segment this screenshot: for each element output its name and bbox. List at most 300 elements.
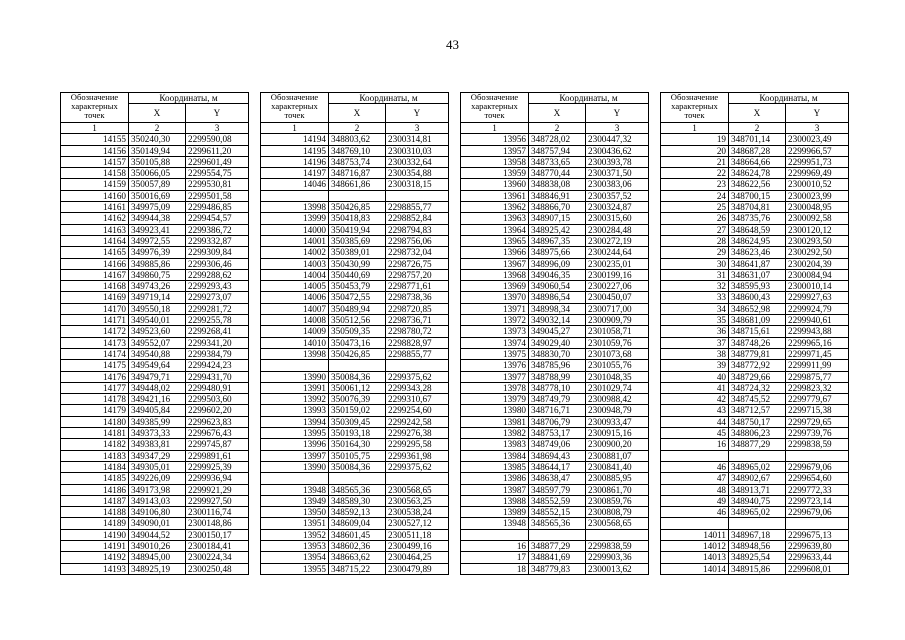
table-row xyxy=(461,213,649,224)
point-id-cell: 14005 xyxy=(261,281,329,292)
y-coordinate-cell: 2299966,57 xyxy=(786,145,849,156)
table-row xyxy=(661,303,849,314)
y-coordinate-cell: 2300464,25 xyxy=(386,552,449,563)
table-row xyxy=(61,292,249,303)
y-coordinate-cell: 2300184,41 xyxy=(186,540,249,551)
x-coordinate-cell: 350061,12 xyxy=(329,382,386,393)
y-coordinate-cell: 2299293,43 xyxy=(186,281,249,292)
x-coordinate-cell: 349143,03 xyxy=(129,495,186,506)
table-row xyxy=(461,315,649,326)
y-coordinate-cell: 2299288,62 xyxy=(186,269,249,280)
table-row xyxy=(461,405,649,416)
y-coordinate-cell: 2300511,18 xyxy=(386,529,449,540)
table-row xyxy=(661,428,849,439)
point-id-cell: 14000 xyxy=(261,224,329,235)
point-id-cell: 14173 xyxy=(61,337,129,348)
table-row xyxy=(261,450,449,461)
table-row xyxy=(661,563,849,574)
header-row xyxy=(261,93,449,104)
y-coordinate-cell: 2299965,16 xyxy=(786,337,849,348)
y-coordinate-cell: 2300224,34 xyxy=(186,552,249,563)
y-coordinate-cell: 2298732,04 xyxy=(386,247,449,258)
table-row xyxy=(661,405,849,416)
table-row xyxy=(461,303,649,314)
x-coordinate-cell: 348712,57 xyxy=(729,405,786,416)
table-row xyxy=(61,145,249,156)
x-coordinate-cell: 349060,54 xyxy=(529,281,586,292)
page-number: 43 xyxy=(446,37,459,52)
header-x: X xyxy=(129,104,186,123)
table-row xyxy=(61,269,249,280)
y-coordinate-cell: 2299486,85 xyxy=(186,202,249,213)
x-coordinate-cell: 349743,26 xyxy=(129,281,186,292)
table-row xyxy=(661,540,849,551)
point-id-cell: 13958 xyxy=(461,156,529,167)
point-id-cell xyxy=(661,450,729,461)
table-row xyxy=(661,360,849,371)
point-id-cell: 14175 xyxy=(61,360,129,371)
table-row xyxy=(61,168,249,179)
point-id-cell: 14012 xyxy=(661,540,729,551)
table-row xyxy=(461,269,649,280)
y-coordinate-cell: 2299921,29 xyxy=(186,484,249,495)
table-row xyxy=(461,563,649,574)
x-coordinate-cell: 350159,02 xyxy=(329,405,386,416)
y-coordinate-cell: 2299729,65 xyxy=(786,416,849,427)
y-coordinate-cell: 2300881,07 xyxy=(586,450,649,461)
y-coordinate-cell: 2299601,49 xyxy=(186,156,249,167)
table-row xyxy=(261,428,449,439)
y-coordinate-cell: 2299268,41 xyxy=(186,326,249,337)
y-coordinate-cell: 2300717,00 xyxy=(586,303,649,314)
table-row xyxy=(261,371,449,382)
table-row xyxy=(661,439,849,450)
y-coordinate-cell: 2300204,39 xyxy=(786,258,849,269)
y-coordinate-cell: 2299281,72 xyxy=(186,303,249,314)
y-coordinate-cell xyxy=(586,529,649,540)
y-coordinate-cell: 2299911,99 xyxy=(786,360,849,371)
table-row xyxy=(261,439,449,450)
x-coordinate-cell: 349385,99 xyxy=(129,416,186,427)
point-id-cell: 41 xyxy=(661,382,729,393)
y-coordinate-cell: 2299739,76 xyxy=(786,428,849,439)
x-coordinate-cell: 349032,14 xyxy=(529,315,586,326)
y-coordinate-cell: 2300948,79 xyxy=(586,405,649,416)
x-coordinate-cell: 348866,70 xyxy=(529,202,586,213)
x-coordinate-cell: 348595,93 xyxy=(729,281,786,292)
x-coordinate-cell: 348704,81 xyxy=(729,202,786,213)
header-row xyxy=(661,93,849,104)
y-coordinate-cell: 2300357,52 xyxy=(586,190,649,201)
y-coordinate-cell: 2300915,16 xyxy=(586,428,649,439)
x-coordinate-cell: 349044,52 xyxy=(129,529,186,540)
y-coordinate-cell: 2299679,06 xyxy=(786,507,849,518)
table-row xyxy=(461,540,649,551)
header-y: Y xyxy=(186,104,249,123)
header-coordinates: Координаты, м xyxy=(529,93,649,104)
x-coordinate-cell: 349383,81 xyxy=(129,439,186,450)
column-number-row xyxy=(461,123,649,134)
x-coordinate-cell: 349347,29 xyxy=(129,450,186,461)
point-id-cell: 13953 xyxy=(261,540,329,551)
y-coordinate-cell: 2300084,94 xyxy=(786,269,849,280)
point-id-cell: 14158 xyxy=(61,168,129,179)
y-coordinate-cell: 2299639,80 xyxy=(786,540,849,551)
point-id-cell: 14160 xyxy=(61,190,129,201)
x-coordinate-cell xyxy=(329,473,386,484)
point-id-cell: 14195 xyxy=(261,145,329,156)
table-row xyxy=(661,224,849,235)
y-coordinate-cell: 2299611,20 xyxy=(186,145,249,156)
table-row xyxy=(61,552,249,563)
x-coordinate-cell: 349885,86 xyxy=(129,258,186,269)
point-id-cell: 13948 xyxy=(261,484,329,495)
table-row xyxy=(661,326,849,337)
table-row xyxy=(61,134,249,145)
x-coordinate-cell: 350512,56 xyxy=(329,315,386,326)
table-row xyxy=(461,247,649,258)
y-coordinate-cell: 2299375,62 xyxy=(386,461,449,472)
header-coordinates: Координаты, м xyxy=(129,93,249,104)
y-coordinate-cell: 2300314,81 xyxy=(386,134,449,145)
point-id-cell: 13977 xyxy=(461,371,529,382)
point-id-cell: 13965 xyxy=(461,235,529,246)
column-number: 1 xyxy=(261,123,329,134)
table-row xyxy=(661,315,849,326)
y-coordinate-cell: 2299971,45 xyxy=(786,348,849,359)
table-row xyxy=(661,371,849,382)
x-coordinate-cell: 350426,85 xyxy=(329,202,386,213)
table-row xyxy=(261,235,449,246)
point-id-cell: 39 xyxy=(661,360,729,371)
point-id-cell: 26 xyxy=(661,213,729,224)
x-coordinate-cell: 348778,10 xyxy=(529,382,586,393)
x-coordinate-cell: 348779,81 xyxy=(729,348,786,359)
point-id-cell: 13955 xyxy=(261,563,329,574)
table-row xyxy=(261,382,449,393)
y-coordinate-cell: 2300861,70 xyxy=(586,484,649,495)
x-coordinate-cell: 348913,71 xyxy=(729,484,786,495)
table-row xyxy=(661,247,849,258)
x-coordinate-cell: 348750,17 xyxy=(729,416,786,427)
table-row xyxy=(461,179,649,190)
x-coordinate-cell: 348600,43 xyxy=(729,292,786,303)
y-coordinate-cell: 2300293,50 xyxy=(786,235,849,246)
table-row xyxy=(61,439,249,450)
x-coordinate-cell: 350430,99 xyxy=(329,258,386,269)
x-coordinate-cell: 348806,23 xyxy=(729,428,786,439)
x-coordinate-cell: 349975,09 xyxy=(129,202,186,213)
x-coordinate-cell: 348681,09 xyxy=(729,315,786,326)
point-id-cell: 14155 xyxy=(61,134,129,145)
y-coordinate-cell: 2299723,14 xyxy=(786,495,849,506)
x-coordinate-cell: 349373,33 xyxy=(129,428,186,439)
point-id-cell: 14176 xyxy=(61,371,129,382)
x-coordinate-cell: 350016,69 xyxy=(129,190,186,201)
table-row xyxy=(61,156,249,167)
point-id-cell xyxy=(661,518,729,529)
table-row xyxy=(61,507,249,518)
y-coordinate-cell: 2300808,79 xyxy=(586,507,649,518)
table-row xyxy=(261,416,449,427)
x-coordinate-cell: 348701,14 xyxy=(729,134,786,145)
y-coordinate-cell: 2300499,16 xyxy=(386,540,449,551)
y-coordinate-cell: 2300479,89 xyxy=(386,563,449,574)
x-coordinate-cell: 348716,87 xyxy=(329,168,386,179)
y-coordinate-cell: 2299503,60 xyxy=(186,394,249,405)
table-row xyxy=(261,269,449,280)
point-id-cell: 14191 xyxy=(61,540,129,551)
point-id-cell: 13966 xyxy=(461,247,529,258)
x-coordinate-cell: 348902,67 xyxy=(729,473,786,484)
x-coordinate-cell: 349540,88 xyxy=(129,348,186,359)
y-coordinate-cell xyxy=(786,450,849,461)
table-row xyxy=(661,337,849,348)
point-id-cell xyxy=(261,473,329,484)
y-coordinate-cell: 2299361,98 xyxy=(386,450,449,461)
table-row xyxy=(461,394,649,405)
header-x: X xyxy=(529,104,586,123)
point-id-cell: 20 xyxy=(661,145,729,156)
y-coordinate-cell: 2299375,62 xyxy=(386,371,449,382)
point-id-cell: 13952 xyxy=(261,529,329,540)
table-row xyxy=(261,540,449,551)
table-row xyxy=(61,518,249,529)
point-id-cell: 43 xyxy=(661,405,729,416)
point-id-cell: 13970 xyxy=(461,292,529,303)
y-coordinate-cell: 2299424,23 xyxy=(186,360,249,371)
point-id-cell: 13950 xyxy=(261,507,329,518)
x-coordinate-cell: 349226,09 xyxy=(129,473,186,484)
x-coordinate-cell: 348624,78 xyxy=(729,168,786,179)
x-coordinate-cell: 348735,76 xyxy=(729,213,786,224)
x-coordinate-cell: 348925,54 xyxy=(729,552,786,563)
y-coordinate-cell: 2299823,32 xyxy=(786,382,849,393)
x-coordinate-cell: 350489,94 xyxy=(329,303,386,314)
point-id-cell: 14008 xyxy=(261,315,329,326)
x-coordinate-cell: 350105,88 xyxy=(129,156,186,167)
table-row xyxy=(61,394,249,405)
y-coordinate-cell: 2299676,43 xyxy=(186,428,249,439)
x-coordinate-cell: 350193,18 xyxy=(329,428,386,439)
x-coordinate-cell: 348644,17 xyxy=(529,461,586,472)
point-id-cell: 38 xyxy=(661,348,729,359)
y-coordinate-cell: 2299943,88 xyxy=(786,326,849,337)
point-id-cell: 13999 xyxy=(261,213,329,224)
table-row xyxy=(461,134,649,145)
x-coordinate-cell: 349090,01 xyxy=(129,518,186,529)
x-coordinate-cell: 348552,59 xyxy=(529,495,586,506)
x-coordinate-cell: 349923,41 xyxy=(129,224,186,235)
x-coordinate-cell: 348770,44 xyxy=(529,168,586,179)
y-coordinate-cell: 2301073,68 xyxy=(586,348,649,359)
y-coordinate-cell: 2300116,74 xyxy=(186,507,249,518)
point-id-cell: 13995 xyxy=(261,428,329,439)
y-coordinate-cell: 2299590,08 xyxy=(186,134,249,145)
point-id-cell: 13971 xyxy=(461,303,529,314)
x-coordinate-cell: 348694,43 xyxy=(529,450,586,461)
table-row xyxy=(461,428,649,439)
y-coordinate-cell: 2299386,72 xyxy=(186,224,249,235)
y-coordinate-cell: 2299310,67 xyxy=(386,394,449,405)
x-coordinate-cell: 348728,02 xyxy=(529,134,586,145)
x-coordinate-cell: 348772,92 xyxy=(729,360,786,371)
table-row xyxy=(461,529,649,540)
table-row xyxy=(461,416,649,427)
x-coordinate-cell: 349106,80 xyxy=(129,507,186,518)
x-coordinate-cell: 348841,69 xyxy=(529,552,586,563)
point-id-cell xyxy=(261,360,329,371)
table-row xyxy=(661,382,849,393)
header-y: Y xyxy=(386,104,449,123)
point-id-cell: 32 xyxy=(661,281,729,292)
table-row xyxy=(461,507,649,518)
x-coordinate-cell: 349540,01 xyxy=(129,315,186,326)
y-coordinate-cell: 2298738,36 xyxy=(386,292,449,303)
y-coordinate-cell: 2300909,79 xyxy=(586,315,649,326)
point-id-cell: 23 xyxy=(661,179,729,190)
y-coordinate-cell: 2298794,83 xyxy=(386,224,449,235)
y-coordinate-cell: 2299530,81 xyxy=(186,179,249,190)
point-id-cell: 14183 xyxy=(61,450,129,461)
table-row xyxy=(461,258,649,269)
x-coordinate-cell: 348648,59 xyxy=(729,224,786,235)
x-coordinate-cell: 348631,07 xyxy=(729,269,786,280)
y-coordinate-cell: 2300450,07 xyxy=(586,292,649,303)
table-row xyxy=(461,461,649,472)
x-coordinate-cell: 348803,62 xyxy=(329,134,386,145)
x-coordinate-cell: 350426,85 xyxy=(329,348,386,359)
y-coordinate-cell: 2300371,50 xyxy=(586,168,649,179)
point-id-cell: 14006 xyxy=(261,292,329,303)
point-id-cell: 14180 xyxy=(61,416,129,427)
point-id-cell: 13980 xyxy=(461,405,529,416)
y-coordinate-cell: 2300235,01 xyxy=(586,258,649,269)
y-coordinate-cell: 2299431,70 xyxy=(186,371,249,382)
y-coordinate-cell: 2299969,49 xyxy=(786,168,849,179)
point-id-cell: 14001 xyxy=(261,235,329,246)
table-row xyxy=(261,156,449,167)
y-coordinate-cell: 2299925,39 xyxy=(186,461,249,472)
x-coordinate-cell: 348925,42 xyxy=(529,224,586,235)
y-coordinate-cell: 2300568,65 xyxy=(586,518,649,529)
y-coordinate-cell: 2299936,94 xyxy=(186,473,249,484)
x-coordinate-cell: 350084,36 xyxy=(329,371,386,382)
point-id-cell: 13963 xyxy=(461,213,529,224)
y-coordinate-cell: 2300023,49 xyxy=(786,134,849,145)
x-coordinate-cell: 350309,45 xyxy=(329,416,386,427)
point-id-cell: 14168 xyxy=(61,281,129,292)
table-row xyxy=(61,247,249,258)
y-coordinate-cell: 2299341,20 xyxy=(186,337,249,348)
x-coordinate-cell xyxy=(529,529,586,540)
point-id-cell: 13972 xyxy=(461,315,529,326)
point-id-cell: 14182 xyxy=(61,439,129,450)
y-coordinate-cell: 2300563,25 xyxy=(386,495,449,506)
point-id-cell: 14187 xyxy=(61,495,129,506)
point-id-cell: 14162 xyxy=(61,213,129,224)
point-id-cell: 14174 xyxy=(61,348,129,359)
point-id-cell: 42 xyxy=(661,394,729,405)
table-row xyxy=(461,281,649,292)
x-coordinate-cell: 348753,74 xyxy=(329,156,386,167)
point-id-cell: 14010 xyxy=(261,337,329,348)
y-coordinate-cell: 2300272,19 xyxy=(586,235,649,246)
x-coordinate-cell: 348785,96 xyxy=(529,360,586,371)
table-row xyxy=(661,168,849,179)
table-row xyxy=(61,326,249,337)
point-id-cell: 25 xyxy=(661,202,729,213)
point-id-cell: 49 xyxy=(661,495,729,506)
table-row xyxy=(61,529,249,540)
table-row xyxy=(261,394,449,405)
x-coordinate-cell: 348745,52 xyxy=(729,394,786,405)
header-point-label: Обозначение характерных точек xyxy=(661,93,729,123)
table-row xyxy=(661,450,849,461)
table-row xyxy=(61,382,249,393)
y-coordinate-cell: 2300250,48 xyxy=(186,563,249,574)
point-id-cell: 14190 xyxy=(61,529,129,540)
point-id-cell: 18 xyxy=(461,563,529,574)
y-coordinate-cell: 2300227,06 xyxy=(586,281,649,292)
point-id-cell: 13967 xyxy=(461,258,529,269)
header-row xyxy=(461,93,649,104)
x-coordinate-cell: 348552,15 xyxy=(529,507,586,518)
x-coordinate-cell: 348967,35 xyxy=(529,235,586,246)
x-coordinate-cell: 349549,64 xyxy=(129,360,186,371)
table-row xyxy=(61,484,249,495)
table-row xyxy=(261,563,449,574)
table-row xyxy=(261,473,449,484)
y-coordinate-cell: 2298780,72 xyxy=(386,326,449,337)
table-row xyxy=(261,303,449,314)
x-coordinate-cell: 350066,05 xyxy=(129,168,186,179)
point-id-cell: 13975 xyxy=(461,348,529,359)
table-row xyxy=(61,202,249,213)
table-row xyxy=(61,213,249,224)
point-id-cell: 14163 xyxy=(61,224,129,235)
point-id-cell: 13979 xyxy=(461,394,529,405)
y-coordinate-cell: 2299675,13 xyxy=(786,529,849,540)
y-coordinate-cell: 2299940,61 xyxy=(786,315,849,326)
table-row xyxy=(461,371,649,382)
y-coordinate-cell: 2300885,95 xyxy=(586,473,649,484)
y-coordinate-cell: 2300148,86 xyxy=(186,518,249,529)
table-row xyxy=(261,348,449,359)
point-id-cell: 13949 xyxy=(261,495,329,506)
y-coordinate-cell: 2300284,48 xyxy=(586,224,649,235)
y-coordinate-cell: 2301059,76 xyxy=(586,337,649,348)
column-number: 2 xyxy=(729,123,786,134)
point-id-cell: 29 xyxy=(661,247,729,258)
y-coordinate-cell: 2299715,38 xyxy=(786,405,849,416)
x-coordinate-cell: 348846,91 xyxy=(529,190,586,201)
x-coordinate-cell: 350509,35 xyxy=(329,326,386,337)
coordinates-table-2 xyxy=(260,92,449,575)
y-coordinate-cell: 2300244,64 xyxy=(586,247,649,258)
point-id-cell: 14013 xyxy=(661,552,729,563)
table-row xyxy=(61,405,249,416)
point-id-cell: 13978 xyxy=(461,382,529,393)
point-id-cell: 13991 xyxy=(261,382,329,393)
table-row xyxy=(661,461,849,472)
table-row xyxy=(661,190,849,201)
table-row xyxy=(661,552,849,563)
point-id-cell: 14194 xyxy=(261,134,329,145)
x-coordinate-cell: 348907,15 xyxy=(529,213,586,224)
point-id-cell: 14164 xyxy=(61,235,129,246)
y-coordinate-cell: 2300318,15 xyxy=(386,179,449,190)
